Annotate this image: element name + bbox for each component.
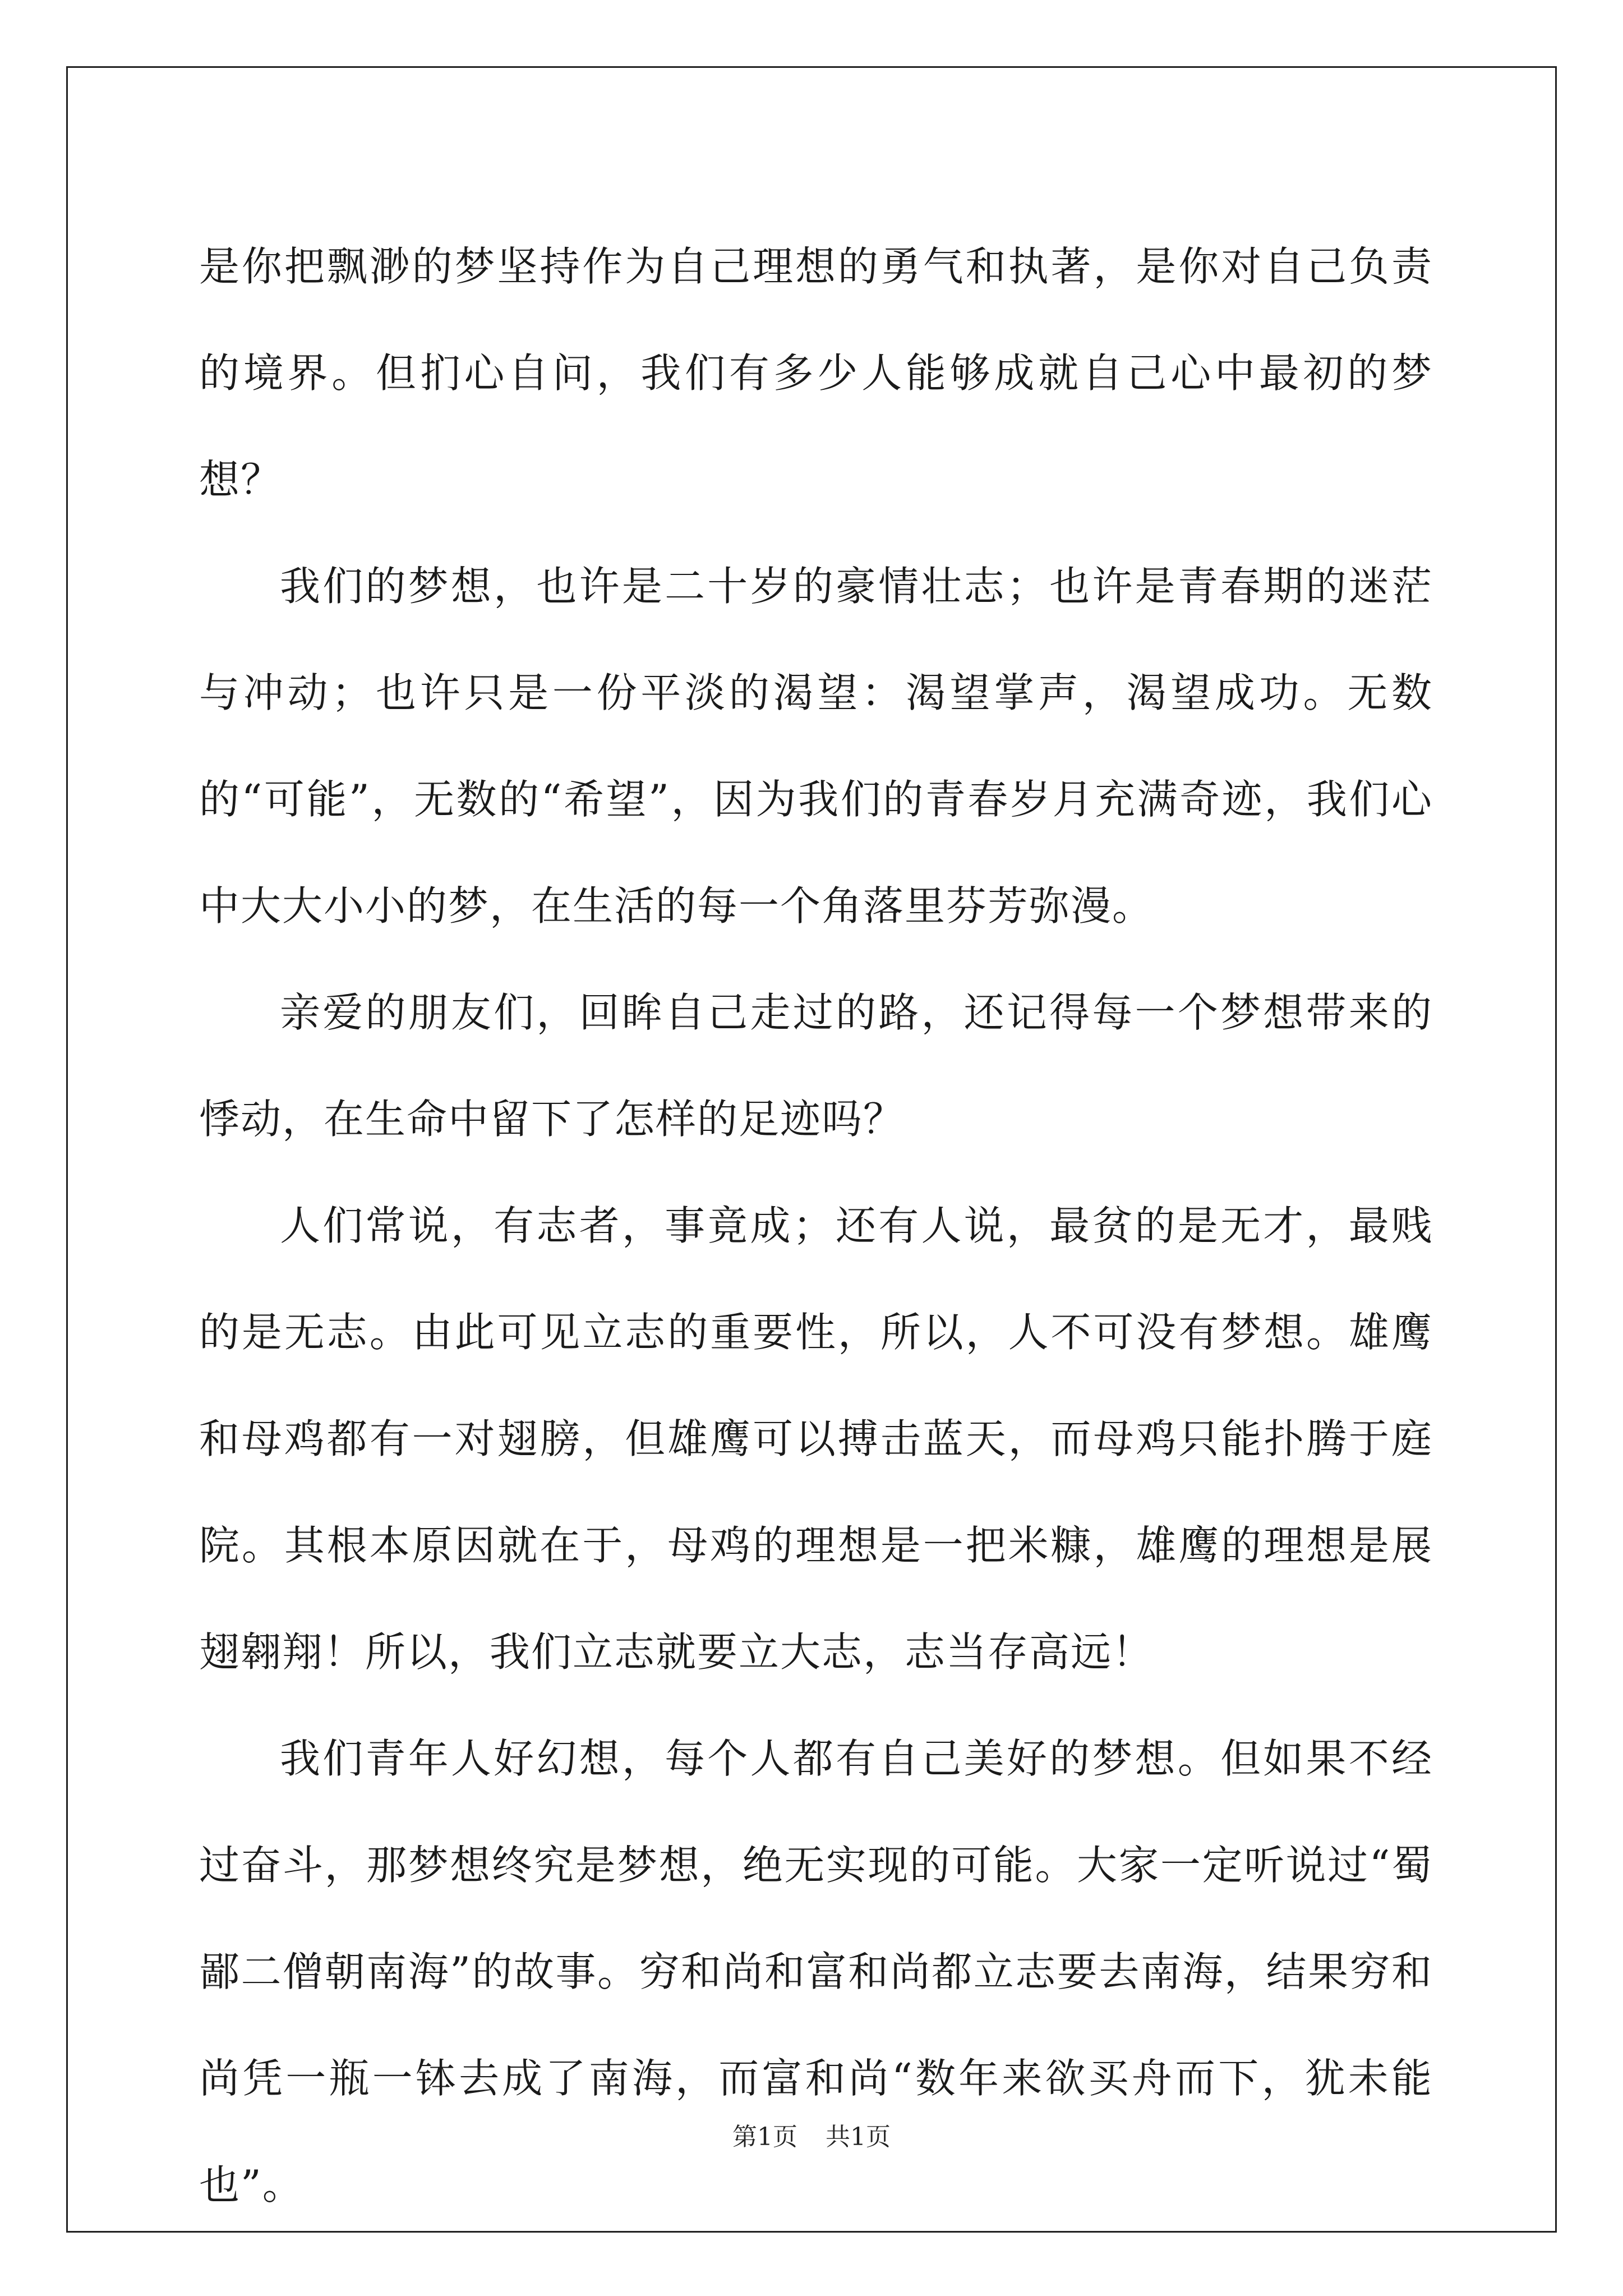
page-number: 第1页 (732, 2123, 797, 2151)
paragraph-3: 亲爱的朋友们，回眸自己走过的路，还记得每一个梦想带来的悸动，在生命中留下了怎样的足迹吗？ (199, 989, 1433, 1143)
total-pages: 共1页 (826, 2123, 891, 2151)
paragraph-5: 我们青年人好幻想，每个人都有自己美好的梦想。但如果不经过奋斗，那梦想终究是梦想，绝无实现的可能。大家一定听说过“蜀鄙二僧朝南海”的故事。穷和尚和富和尚都立志要去南海，结果穷和尚凭一瓶一钵去成了南海，而富和尚“数年来欲买舟而下，犹未能也”。 (199, 1735, 1433, 2208)
paragraph-1: 是你把飘渺的梦坚持作为自己理想的勇气和执著，是你对自己负责的境界。但扪心自问，我们有多少人能够成就自己心中最初的梦想？ (199, 243, 1433, 503)
paragraph-4: 人们常说，有志者，事竟成；还有人说，最贫的是无才，最贱的是无志。由此可见立志的重要性，所以，人不可没有梦想。雄鹰和母鸡都有一对翅膀，但雄鹰可以搏击蓝天，而母鸡只能扑腾于庭院。其根本原因就在于，母鸡的理想是一把米糠，雄鹰的理想是展翅翱翔！所以，我们立志就要立大志，志当存高远！ (199, 1202, 1433, 1676)
paragraph-2: 我们的梦想，也许是二十岁的豪情壮志；也许是青春期的迷茫与冲动；也许只是一份平淡的渴望：渴望掌声，渴望成功。无数的“可能”，无数的“希望”，因为我们的青春岁月充满奇迹，我们心中大大小小的梦，在生活的每一个角落里芬芳弥漫。 (199, 563, 1433, 930)
page-footer (0, 2120, 1623, 2154)
document-body (199, 213, 1433, 2238)
